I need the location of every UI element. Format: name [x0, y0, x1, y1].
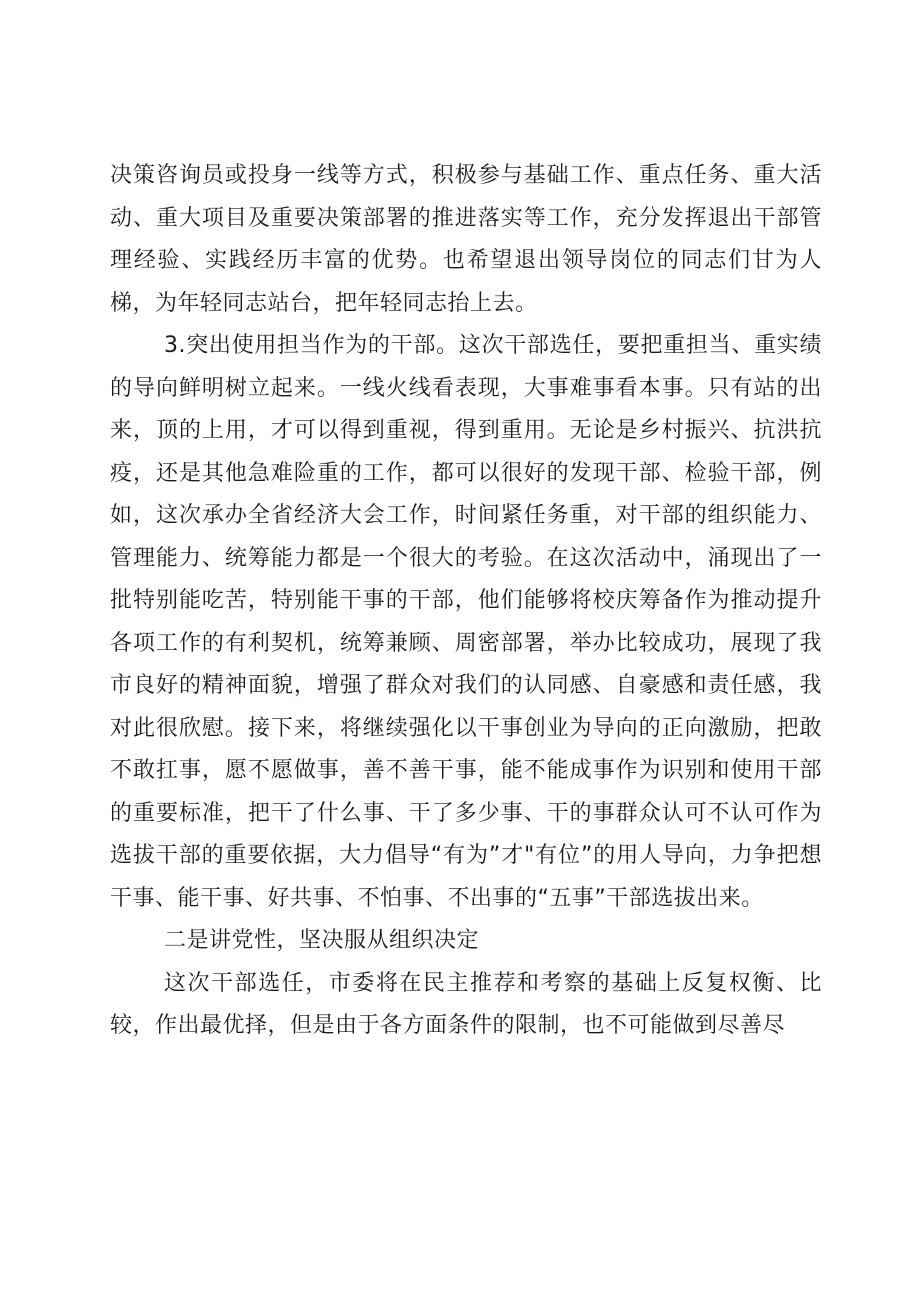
- paragraph-continuation: 决策咨询员或投身一线等方式，积极参与基础工作、重点任务、重大活动、重大项目及重要决策部署的推进落实等工作，充分发挥退出干部管理经验、实践经历丰富的优势。也希望退出领导岗位的同志们甘为人梯，为年轻同志站台，把年轻同志抬上去。: [110, 163, 822, 316]
- section-heading: 二是讲党性，坚决服从组织决定: [164, 928, 480, 953]
- document-body: [110, 155, 822, 1048]
- paragraph-section-body: 这次干部选任，市委将在民主推荐和考察的基础上反复权衡、比较，作出最优择，但是由于各方面条件的限制，也不可能做到尽善尽: [110, 970, 822, 1038]
- paragraph-point-3: 3.突出使用担当作为的干部。这次干部选任，要把重担当、重实绩的导向鲜明树立起来。一线火线看表现，大事难事看本事。只有站的出来，顶的上用，才可以得到重视，得到重用。无论是乡村振兴、抗洪抗疫，还是其他急难险重的工作，都可以很好的发现干部、检验干部，例如，这次承办全省经济大会工作，时间紧任务重，对干部的组织能力、管理能力、统筹能力都是一个很大的考验。在这次活动中，涌现出了一批特别能吃苦，特别能干事的干部，他们能够将校庆筹备作为推动提升各项工作的有利契机，统筹兼顾、周密部署，举办比较成功，展现了我市良好的精神面貌，增强了群众对我们的认同感、自豪感和责任感，我对此很欣慰。接下来，将继续强化以干事创业为导向的正向激励，把敢不敢扛事，愿不愿做事，善不善干事，能不能成事作为识别和使用干部的重要标准，把干了什么事、干了多少事、干的事群众认可不认可作为选拔干部的重要依据，大力倡导“有为”才"有位”的用人导向，力争把想干事、能干事、好共事、不怕事、不出事的“五事”干部选拔出来。: [110, 333, 822, 911]
